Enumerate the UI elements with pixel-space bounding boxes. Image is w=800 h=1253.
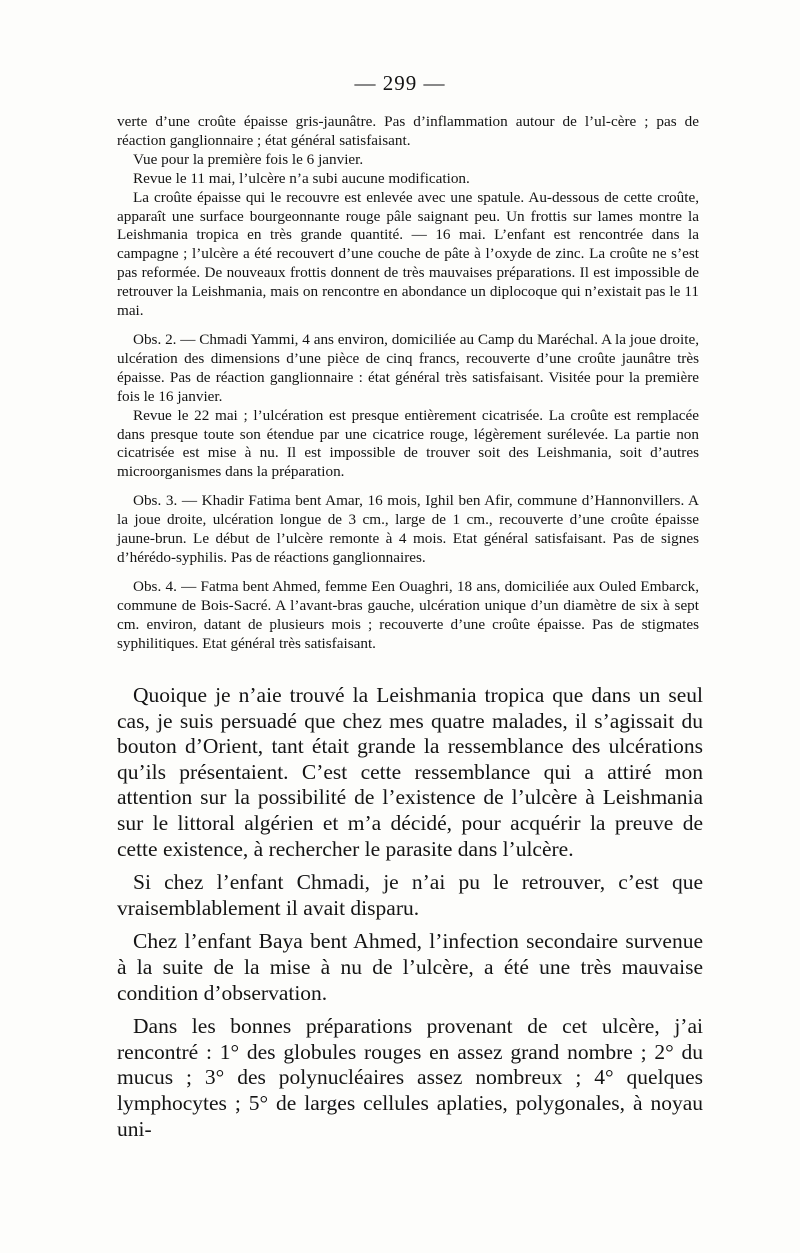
discussion-text	[117, 683, 703, 1142]
page-number: — 299 —	[354, 71, 446, 95]
obs1-paragraph-4: La croûte épaisse qui le recouvre est enlevée avec une spatule. Au-dessous de cette croûte, apparaît une surface bourgeonnante rouge pâle saignant peu. Un frottis sur lames montre la Leishmania tropica en très grande quantité. — 16 mai. L’enfant est rencontrée dans la campagne ; l’ulcère a été recouvert d’une couche de pâte à l’oxyde de zinc. La croûte ne s’est pas reformée. De nouveaux frottis donnent de très mauvaises préparations. Il est impossible de retrouver la Leishmania, mais on rencontre en abondance un diplocoque qui n’existait pas le 11 mai.	[117, 188, 699, 320]
discussion-paragraph-1: Quoique je n’aie trouvé la Leishmania tropica que dans un seul cas, je suis persuadé que chez mes quatre malades, il s’agissait du bouton d’Orient, tant était grande la ressemblance des ulcérations qu’ils présentaient. C’est cette ressemblance qui a attiré mon attention sur la possibilité de l’existence de l’ulcère à Leishmania sur le littoral algérien et m’a décidé, pour acquérir la preuve de cette existence, à rechercher le parasite dans l’ulcère.	[117, 683, 703, 861]
obs4-paragraph: Obs. 4. — Fatma bent Ahmed, femme Een Ouaghri, 18 ans, domiciliée aux Ouled Embarck, commune de Bois-Sacré. A l’avant-bras gauche, ulcération unique d’un diamètre de six à sept cm. environ, datant de plusieurs mois ; recouverte d’une croûte épaisse. Pas de stigmates syphilitiques. Etat général très satisfaisant.	[117, 577, 699, 652]
obs2-paragraph-1: Obs. 2. — Chmadi Yammi, 4 ans environ, domiciliée au Camp du Maréchal. A la joue droite, ulcération des dimensions d’une pièce de cinq francs, recouverte d’une croûte jaunâtre très épaisse. Pas de réaction ganglionnaire : état général très satisfaisant. Visitée pour la première fois le 16 janvier.	[117, 330, 699, 405]
obs1-paragraph-1: verte d’une croûte épaisse gris-jaunâtre. Pas d’inflammation autour de l’ul-cère ; pas de réaction ganglionnaire ; état général satisfaisant.	[117, 113, 699, 149]
obs1-paragraph-3: Revue le 11 mai, l’ulcère n’a subi aucune modification.	[133, 169, 470, 187]
obs1-paragraph-2: Vue pour la première fois le 6 janvier.	[133, 150, 364, 168]
case-observations	[117, 113, 699, 653]
discussion-paragraph-4: Dans les bonnes préparations provenant de cet ulcère, j’ai rencontré : 1° des globules rouges en assez grand nombre ; 2° du mucus ; 3° des polynucléaires assez nombreux ; 4° quelques lymphocytes ; 5° de larges cellules aplaties, polygonales, à noyau uni-	[117, 1014, 703, 1141]
discussion-paragraph-3: Chez l’enfant Baya bent Ahmed, l’infection secondaire survenue à la suite de la mise à nu de l’ulcère, a été une très mauvaise condition d’observation.	[117, 929, 703, 1005]
discussion-paragraph-2: Si chez l’enfant Chmadi, je n’ai pu le retrouver, c’est que vraisemblablement il avait disparu.	[117, 870, 703, 920]
obs2-paragraph-2: Revue le 22 mai ; l’ulcération est presque entièrement cicatrisée. La croûte est remplacée dans presque toute son étendue par une cicatrice rouge, légèrement surélevée. La partie non cicatrisée est mise à nu. Il est impossible de trouver soit des Leishmania, soit d’autres microorganismes dans la préparation.	[117, 406, 699, 481]
obs3-paragraph: Obs. 3. — Khadir Fatima bent Amar, 16 mois, Ighil ben Afir, commune d’Hannonvillers. A la joue droite, ulcération longue de 3 cm., large de 1 cm., recouverte d’une croûte épaisse jaune-brun. Le début de l’ulcère remonte à 4 mois. Etat général satisfaisant. Pas de signes d’hérédo-syphilis. Pas de réactions ganglionnaires.	[117, 492, 699, 566]
